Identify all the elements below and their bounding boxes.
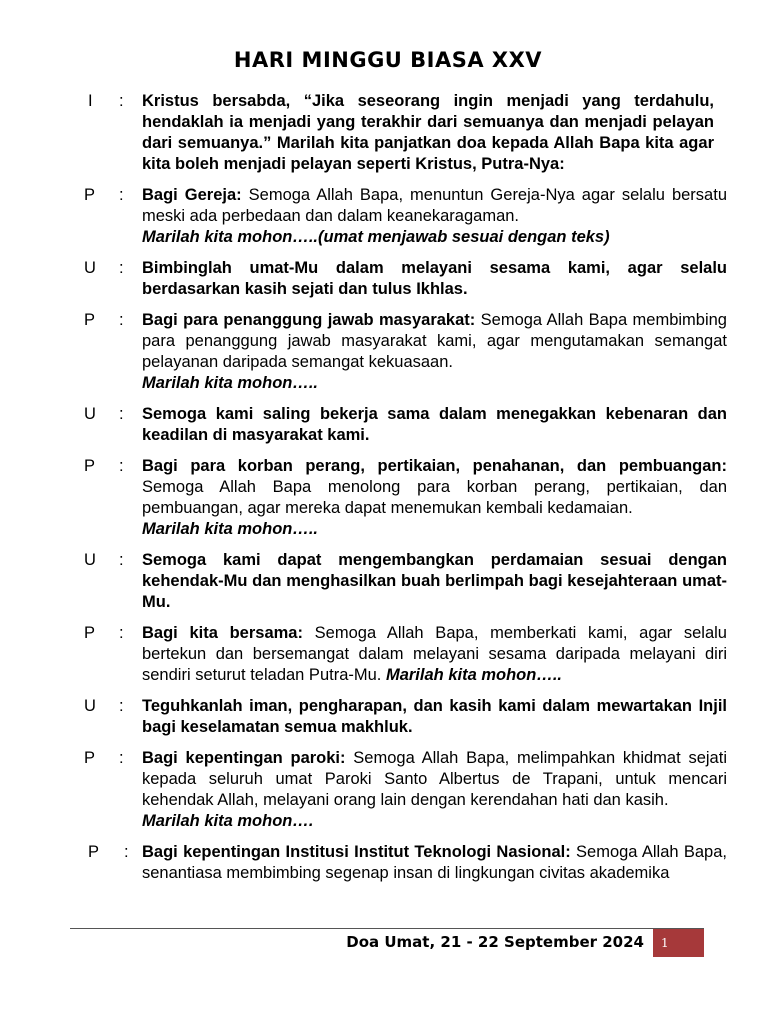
prayer-entry-korban [0,456,768,540]
entry-text [142,310,727,394]
entry-bold-text: Semoga kami dapat mengembangkan perdamaian sesuai dengan kehendak-Mu dan menghasilkan buah berlimpah bagi kesejahteraan umat-Mu. [142,551,727,611]
footer-text: Doa Umat, 21 - 22 September 2024 [346,933,644,951]
speaker-label: P [88,843,100,861]
speaker-label: U [84,405,96,423]
entry-body-text: Semoga Allah Bapa, senantiasa membimbing segenap insan di lingkungan civitas akademika [142,843,727,882]
entry-text [142,456,727,540]
speaker-label: P [84,624,96,642]
prayer-entry-umat [0,550,768,613]
entry-intention-heading: Bagi para korban perang, pertikaian, penahanan, dan pembuangan: [142,457,727,475]
speaker-colon: : [119,624,124,642]
entry-body-text: Semoga Allah Bapa membimbing para penanggung jawab masyarakat kami, agar mengutamakan semangat pelayanan daripada semangat kekuasaan. [142,311,727,371]
entry-intention-heading: Bagi kepentingan Institusi Institut Teknologi Nasional: [142,843,571,861]
speaker-colon: : [119,405,124,423]
speaker-label: U [84,259,96,277]
entry-intention-heading: Bagi Gereja: [142,186,242,204]
entry-intention-heading: Bagi para penanggung jawab masyarakat: [142,311,476,329]
entry-body-text: Semoga Allah Bapa menolong para korban perang, pertikaian, dan pembuangan, agar mereka dapat menemukan kembali kedamaian. [142,478,727,517]
prayer-list [0,91,768,894]
speaker-colon: : [119,186,124,204]
speaker-colon: : [119,311,124,329]
speaker-label: U [84,697,96,715]
entry-text [142,185,727,248]
entry-text [142,842,727,884]
entry-bold-text: Semoga kami saling bekerja sama dalam menegakkan kebenaran dan keadilan di masyarakat kami. [142,405,727,444]
speaker-colon: : [119,92,124,110]
entry-response: Marilah kita mohon….. [142,374,319,392]
prayer-entry-masyarakat [0,310,768,394]
entry-body-text: Semoga Allah Bapa, melimpahkan khidmat sejati kepada seluruh umat Paroki Santo Albertus de Trapani, untuk mencari kehendak Allah, melayani orang lain dengan kerendahan hati dan kasih. [142,749,727,809]
entry-intention-heading: Bagi kita bersama: [142,624,303,642]
entry-response: Marilah kita mohon…. [142,812,314,830]
entry-body-text: Semoga Allah Bapa, menuntun Gereja-Nya agar selalu bersatu meski ada perbedaan dan dalam keanekaragaman. [142,186,727,225]
entry-bold-text: Kristus bersabda, “Jika seseorang ingin menjadi yang terdahulu, hendaklah ia menjadi yang terakhir dari semuanya dan menjadi pelayan dari semuanya.” Marilah kita panjatkan doa kepada Allah Bapa kita agar kita boleh menjadi pelayan seperti Kristus, Putra-Nya: [142,92,714,173]
speaker-label: P [84,457,96,475]
prayer-entry-umat [0,404,768,446]
page-number-badge: 1 [653,929,704,957]
entry-response: Marilah kita mohon….. [385,666,562,684]
prayer-entry-gereja [0,185,768,248]
speaker-colon: : [119,457,124,475]
entry-bold-text: Bimbinglah umat-Mu dalam melayani sesama kami, agar selalu berdasarkan kasih sejati dan tulus Ikhlas. [142,259,727,298]
speaker-colon: : [119,551,124,569]
entry-text [142,258,727,300]
speaker-colon: : [119,697,124,715]
prayer-entry-umat [0,696,768,738]
speaker-label: P [84,311,96,329]
entry-text [142,623,727,686]
entry-text [142,404,727,446]
entry-bold-text: Teguhkanlah iman, pengharapan, dan kasih kami dalam mewartakan Injil bagi keselamatan semua makhluk. [142,697,727,736]
entry-text [142,91,714,175]
entry-intention-heading: Bagi kepentingan paroki: [142,749,346,767]
speaker-label: P [84,186,96,204]
prayer-entry-paroki [0,748,768,832]
footer-divider [70,928,704,929]
prayer-entry-institusi [0,842,768,884]
prayer-entry-umat [0,258,768,300]
prayer-entry-intro [0,91,768,175]
speaker-colon: : [119,259,124,277]
entry-text [142,696,727,738]
speaker-colon: : [124,843,129,861]
prayer-entry-bersama [0,623,768,686]
entry-text [142,550,727,613]
entry-response: Marilah kita mohon…..(umat menjawab sesuai dengan teks) [142,228,610,246]
speaker-label: U [84,551,96,569]
page-title: HARI MINGGU BIASA XXV [233,48,543,72]
entry-body-text: Semoga Allah Bapa, memberkati kami, agar selalu bertekun dan bersemangat dalam melayani sesama daripada melayani diri sendiri seturut teladan Putra-Mu. [142,624,727,684]
speaker-label: I [88,92,93,110]
speaker-colon: : [119,749,124,767]
entry-text [142,748,727,832]
entry-response: Marilah kita mohon….. [142,520,319,538]
speaker-label: P [84,749,96,767]
